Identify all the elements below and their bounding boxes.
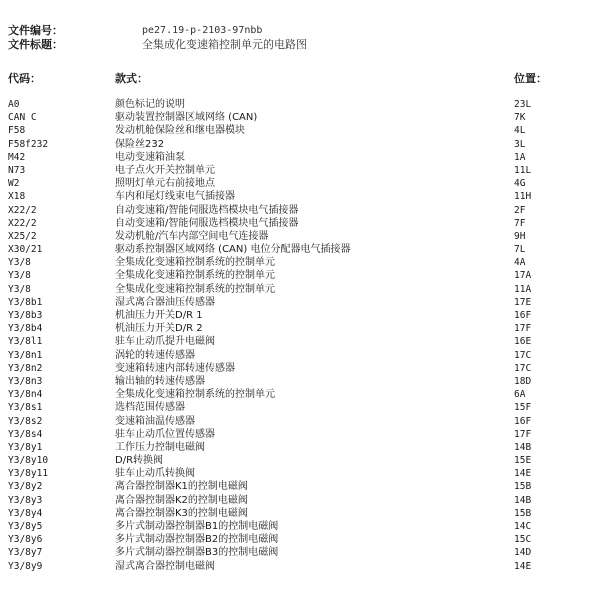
row-location: 14B bbox=[514, 441, 532, 453]
row-location: 1A bbox=[514, 151, 526, 163]
table-row bbox=[0, 243, 601, 256]
table-row bbox=[0, 428, 601, 441]
row-location: 11A bbox=[514, 283, 532, 295]
row-description: 电子点火开关控制单元 bbox=[115, 164, 215, 176]
row-description: 自动变速箱/智能伺服选档模块电气插接器 bbox=[115, 204, 299, 216]
row-location: 2F bbox=[514, 204, 526, 216]
row-code: Y3/8b3 bbox=[8, 310, 43, 321]
row-description: 照明灯单元右前接地点 bbox=[115, 178, 215, 190]
table-row bbox=[0, 204, 601, 217]
row-code: CAN C bbox=[8, 112, 37, 124]
row-location: 17C bbox=[514, 362, 532, 374]
row-code: Y3/8y7 bbox=[8, 547, 43, 559]
row-code: Y3/8 bbox=[8, 257, 31, 269]
table-row bbox=[0, 296, 601, 309]
row-location: 3L bbox=[514, 138, 526, 150]
row-location: 17F bbox=[514, 428, 532, 440]
row-code: Y3/8n3 bbox=[8, 375, 43, 387]
table-row bbox=[0, 375, 601, 388]
table-row bbox=[0, 111, 601, 124]
row-location: 17E bbox=[514, 296, 532, 308]
row-code: W2 bbox=[8, 178, 20, 190]
row-code: Y3/8n2 bbox=[8, 362, 43, 374]
row-code: Y3/8y6 bbox=[8, 534, 43, 546]
row-code: X18 bbox=[8, 191, 26, 203]
row-location: 4A bbox=[514, 257, 526, 269]
row-description: 变速箱转速内部转速传感器 bbox=[115, 362, 235, 374]
document-number-label: 文件编号： bbox=[8, 24, 63, 37]
row-location: 11H bbox=[514, 191, 532, 203]
table-row bbox=[0, 520, 601, 533]
row-description: 离合器控制器K1的控制电磁阀 bbox=[115, 481, 248, 493]
row-description: 车内和尾灯线束电气插接器 bbox=[115, 191, 235, 203]
row-location: 16F bbox=[514, 310, 532, 321]
table-row bbox=[0, 138, 601, 151]
row-description: 多片式制动器控制器B3的控制电磁阀 bbox=[115, 547, 279, 559]
row-description: 全集成化变速箱控制系统的控制单元 bbox=[115, 257, 275, 269]
table-row bbox=[0, 164, 601, 177]
row-code: Y3/8y10 bbox=[8, 455, 49, 467]
row-description: 多片式制动器控制器B2的控制电磁阀 bbox=[115, 534, 279, 546]
row-location: 14C bbox=[514, 521, 532, 532]
row-code: Y3/8n1 bbox=[8, 349, 43, 361]
row-code: Y3/8b1 bbox=[8, 296, 43, 308]
header-description: 款式： bbox=[115, 72, 148, 85]
row-description: 变速箱油温传感器 bbox=[115, 415, 195, 427]
table-row bbox=[0, 388, 601, 401]
row-description: 工作压力控制电磁阀 bbox=[115, 441, 205, 453]
row-code: M42 bbox=[8, 151, 26, 163]
row-code: X25/2 bbox=[8, 230, 37, 242]
row-code: N73 bbox=[8, 164, 26, 176]
document-title-label: 文件标题： bbox=[8, 38, 63, 51]
table-row bbox=[0, 124, 601, 137]
row-code: Y3/8y1 bbox=[8, 441, 43, 453]
table-row bbox=[0, 401, 601, 414]
table-row bbox=[0, 190, 601, 203]
table-header bbox=[0, 72, 601, 86]
table-row bbox=[0, 507, 601, 520]
table-row bbox=[0, 560, 601, 573]
row-description: 全集成化变速箱控制系统的控制单元 bbox=[115, 283, 275, 295]
row-location: 4L bbox=[514, 125, 526, 137]
row-code: X30/21 bbox=[8, 244, 43, 256]
row-code: Y3/8b4 bbox=[8, 323, 43, 335]
table-row bbox=[0, 546, 601, 559]
table-row bbox=[0, 533, 601, 546]
row-code: F58 bbox=[8, 125, 26, 137]
row-description: 驻车止动爪提升电磁阀 bbox=[115, 336, 215, 348]
row-description: 全集成化变速箱控制系统的控制单元 bbox=[115, 270, 275, 282]
table-row bbox=[0, 217, 601, 230]
header-code: 代码： bbox=[8, 72, 41, 85]
table-row bbox=[0, 230, 601, 243]
row-location: 7K bbox=[514, 112, 526, 124]
row-code: Y3/8s4 bbox=[8, 428, 43, 440]
row-code: Y3/8y9 bbox=[8, 560, 43, 572]
row-location: 14E bbox=[514, 560, 532, 572]
row-location: 6A bbox=[514, 389, 526, 401]
row-code: Y3/8l1 bbox=[8, 336, 43, 348]
component-table bbox=[0, 98, 601, 573]
row-location: 11L bbox=[514, 164, 532, 176]
row-location: 17C bbox=[514, 349, 532, 361]
row-description: 驱动系控制器区域网络 (CAN) 电位分配器电气插接器 bbox=[115, 244, 351, 256]
table-row bbox=[0, 454, 601, 467]
row-description: D/R转换阀 bbox=[115, 455, 164, 467]
row-location: 15F bbox=[514, 402, 532, 414]
row-code: X22/2 bbox=[8, 217, 37, 229]
table-row bbox=[0, 415, 601, 428]
row-code: Y3/8y2 bbox=[8, 481, 43, 493]
row-description: 机油压力开关D/R 2 bbox=[115, 323, 203, 335]
row-description: 多片式制动器控制器B1的控制电磁阀 bbox=[115, 521, 279, 532]
row-code: Y3/8s2 bbox=[8, 415, 43, 427]
table-row bbox=[0, 467, 601, 480]
row-location: 4G bbox=[514, 178, 526, 190]
row-description: 保险丝232 bbox=[115, 138, 165, 150]
row-location: 16F bbox=[514, 415, 532, 427]
row-location: 16E bbox=[514, 336, 532, 348]
table-row bbox=[0, 362, 601, 375]
row-location: 15C bbox=[514, 534, 532, 546]
row-location: 14B bbox=[514, 494, 532, 506]
row-code: A0 bbox=[8, 99, 20, 110]
table-row bbox=[0, 349, 601, 362]
table-row bbox=[0, 322, 601, 335]
table-row bbox=[0, 309, 601, 322]
row-location: 9H bbox=[514, 230, 526, 242]
row-description: 驱动装置控制器区域网络 (CAN) bbox=[115, 112, 258, 124]
table-row bbox=[0, 335, 601, 348]
table-row bbox=[0, 494, 601, 507]
row-description: 全集成化变速箱控制系统的控制单元 bbox=[115, 389, 275, 401]
row-location: 14E bbox=[514, 468, 532, 480]
row-description: 电动变速箱油泵 bbox=[115, 151, 185, 163]
row-description: 颜色标记的说明 bbox=[115, 99, 185, 110]
row-description: 驻车止动爪位置传感器 bbox=[115, 428, 215, 440]
row-location: 14D bbox=[514, 547, 532, 559]
table-row bbox=[0, 151, 601, 164]
row-description: 湿式离合器控制电磁阀 bbox=[115, 560, 215, 572]
row-location: 23L bbox=[514, 99, 532, 110]
row-location: 17A bbox=[514, 270, 532, 282]
row-description: 输出轴的转速传感器 bbox=[115, 375, 205, 387]
row-location: 7F bbox=[514, 217, 526, 229]
row-description: 涡轮的转速传感器 bbox=[115, 349, 195, 361]
row-location: 7L bbox=[514, 244, 526, 256]
row-code: F58f232 bbox=[8, 138, 49, 150]
row-description: 离合器控制器K2的控制电磁阀 bbox=[115, 494, 248, 506]
row-code: Y3/8n4 bbox=[8, 389, 43, 401]
row-description: 发动机舱/汽车内部空间电气连接器 bbox=[115, 230, 269, 242]
row-code: Y3/8y11 bbox=[8, 468, 49, 480]
row-description: 自动变速箱/智能伺服选档模块电气插接器 bbox=[115, 217, 299, 229]
row-code: X22/2 bbox=[8, 204, 37, 216]
row-description: 离合器控制器K3的控制电磁阀 bbox=[115, 507, 248, 519]
table-row bbox=[0, 480, 601, 493]
row-location: 15B bbox=[514, 507, 532, 519]
document-number-value: pe27.19-p-2103-97nbb bbox=[142, 25, 263, 36]
row-location: 17F bbox=[514, 323, 532, 335]
table-row bbox=[0, 283, 601, 296]
row-code: Y3/8y4 bbox=[8, 507, 43, 519]
row-description: 驻车止动爪转换阀 bbox=[115, 468, 195, 480]
table-row bbox=[0, 177, 601, 190]
row-location: 15E bbox=[514, 455, 532, 467]
table-row bbox=[0, 269, 601, 282]
table-row bbox=[0, 256, 601, 269]
row-description: 选档范围传感器 bbox=[115, 402, 185, 414]
row-code: Y3/8 bbox=[8, 283, 31, 295]
document-title-value: 全集成化变速箱控制单元的电路图 bbox=[142, 38, 307, 51]
row-code: Y3/8y3 bbox=[8, 494, 43, 506]
row-code: Y3/8s1 bbox=[8, 402, 43, 414]
row-description: 机油压力开关D/R 1 bbox=[115, 310, 203, 321]
table-row bbox=[0, 98, 601, 111]
header-location: 位置： bbox=[514, 72, 547, 85]
row-location: 18D bbox=[514, 375, 532, 387]
row-code: Y3/8y5 bbox=[8, 521, 43, 532]
row-code: Y3/8 bbox=[8, 270, 31, 282]
table-row bbox=[0, 441, 601, 454]
row-description: 湿式离合器油压传感器 bbox=[115, 296, 215, 308]
row-location: 15B bbox=[514, 481, 532, 493]
row-description: 发动机舱保险丝和继电器模块 bbox=[115, 125, 245, 137]
